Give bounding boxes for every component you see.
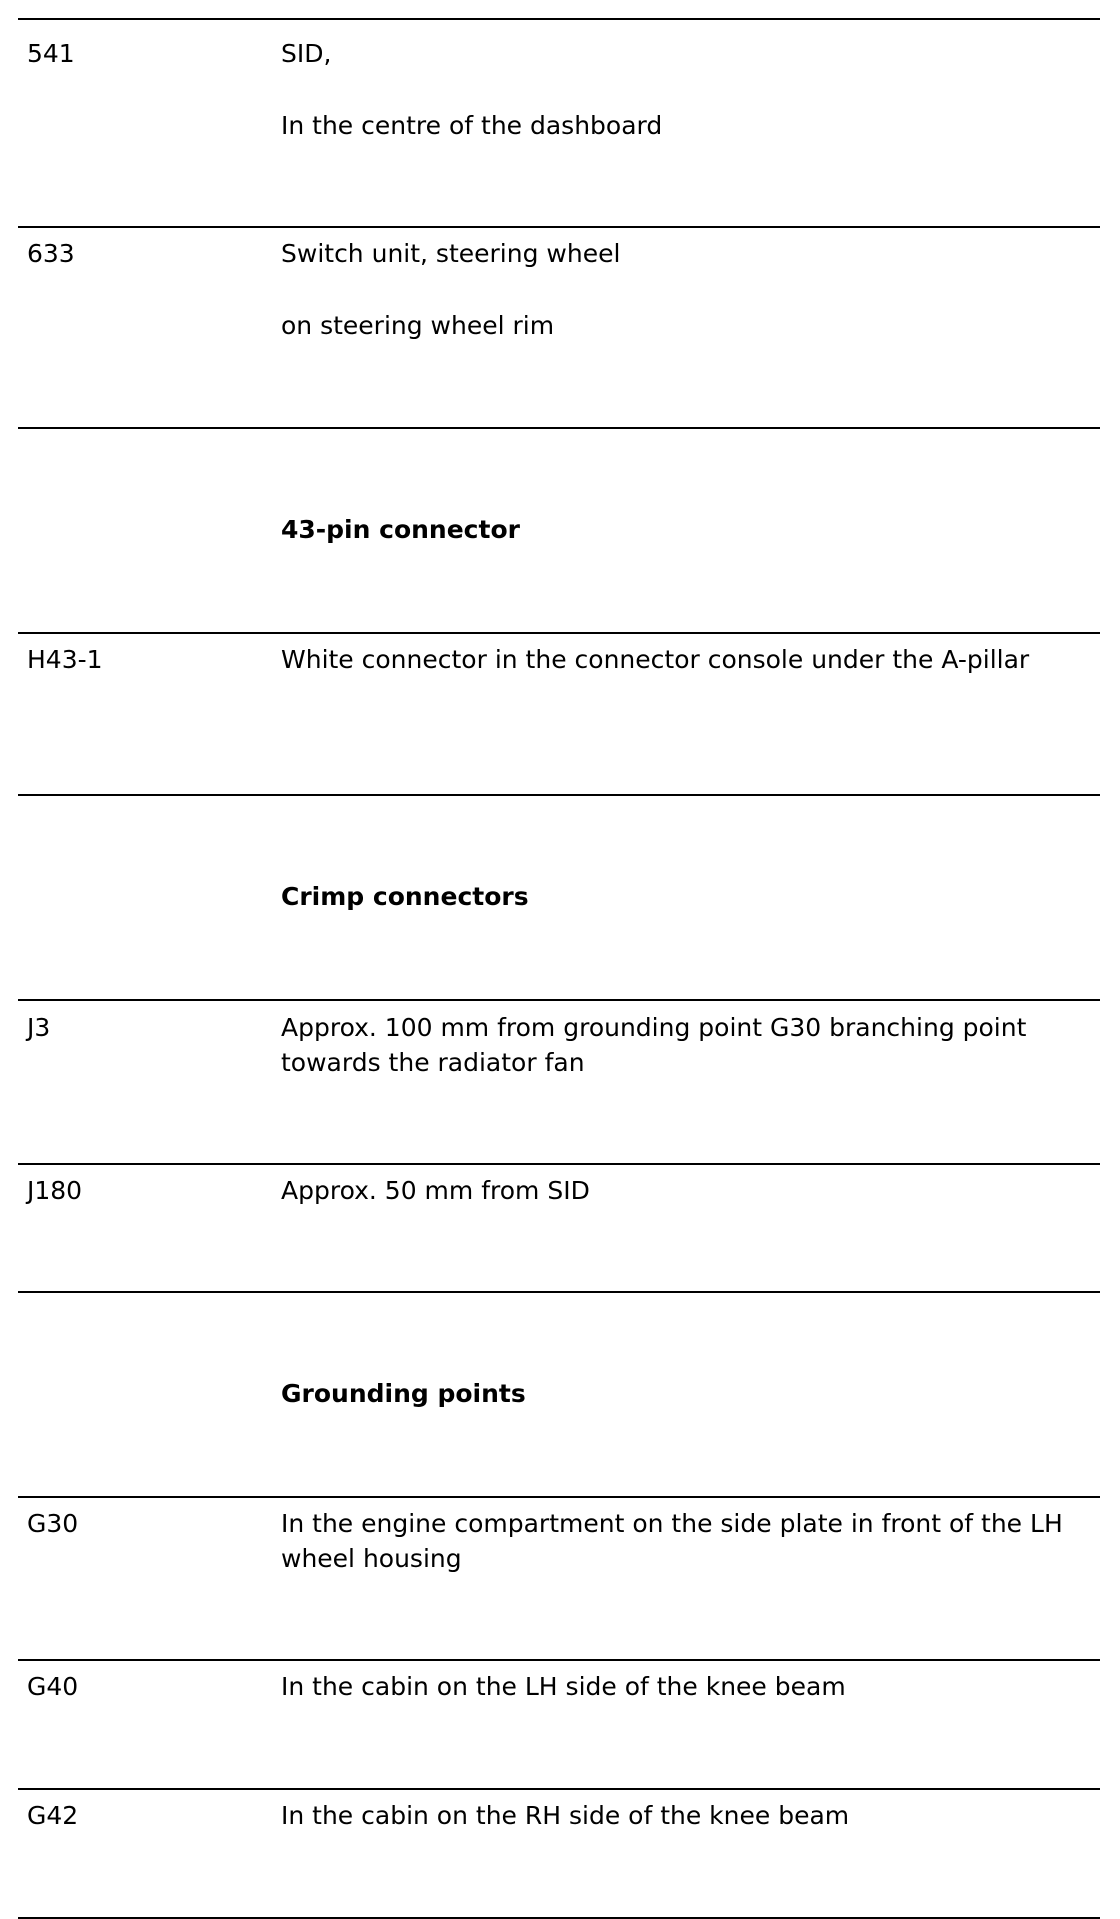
row-divider — [18, 999, 1100, 1001]
component-location: on steering wheel rim — [281, 311, 555, 340]
component-name: SID, — [281, 39, 332, 68]
component-location: In the cabin on the RH side of the knee beam — [281, 1801, 850, 1830]
section-heading: Crimp connectors — [281, 882, 529, 911]
row-divider — [18, 1659, 1100, 1661]
row-divider — [18, 1788, 1100, 1790]
component-code: 541 — [27, 39, 75, 68]
component-code: G40 — [27, 1672, 79, 1701]
row-divider — [18, 794, 1100, 796]
component-code: 633 — [27, 239, 75, 268]
row-divider — [18, 427, 1100, 429]
component-code: J180 — [27, 1176, 83, 1205]
component-location: Approx. 50 mm from SID — [281, 1176, 590, 1205]
component-code: G42 — [27, 1801, 79, 1830]
row-divider — [18, 1291, 1100, 1293]
component-code: H43-1 — [27, 645, 103, 674]
component-location: In the cabin on the LH side of the knee beam — [281, 1672, 846, 1701]
row-divider — [18, 632, 1100, 634]
row-divider — [18, 1163, 1100, 1165]
section-heading: Grounding points — [281, 1379, 526, 1408]
component-location: White connector in the connector console under the A-pillar — [281, 645, 1030, 674]
component-location: Approx. 100 mm from grounding point G30 branching point towards the radiator fan — [281, 1013, 1027, 1077]
row-divider — [18, 1496, 1100, 1498]
component-location: In the engine compartment on the side plate in front of the LH wheel housing — [281, 1509, 1063, 1573]
component-code: J3 — [27, 1013, 51, 1042]
component-code: G30 — [27, 1509, 79, 1538]
component-name: Switch unit, steering wheel — [281, 239, 621, 268]
section-heading: 43-pin connector — [281, 515, 520, 544]
row-divider — [18, 18, 1100, 20]
row-divider — [18, 226, 1100, 228]
component-location: In the centre of the dashboard — [281, 111, 663, 140]
